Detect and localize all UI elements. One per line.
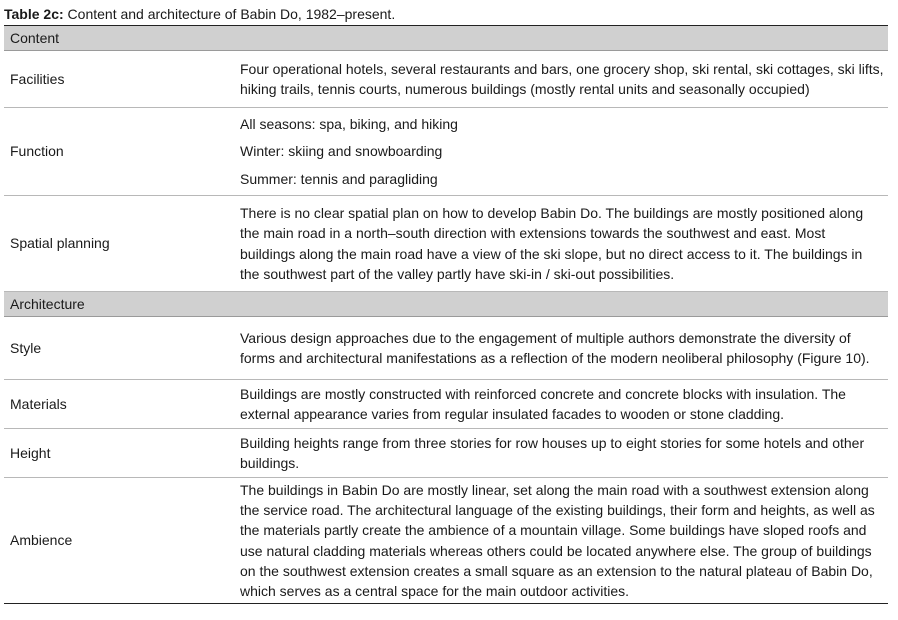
table-row-style xyxy=(4,317,888,380)
row-label-materials: Materials xyxy=(10,395,67,412)
row-label-style: Style xyxy=(10,339,42,356)
table-row-materials xyxy=(4,380,888,429)
caption-label: Table 2c: xyxy=(4,6,64,22)
materials-text: Buildings are mostly constructed with reinforced concrete and concrete blocks with insulation. The external appearance varies from regular insulated facades to wooden or stone cladding. xyxy=(240,385,846,422)
row-label-ambience: Ambience xyxy=(10,532,73,549)
row-label-facilities: Facilities xyxy=(10,70,65,87)
height-text: Building heights range from three stories for row houses up to eight stories for some hotels and other buildings. xyxy=(240,434,865,471)
table-row-spatial-planning xyxy=(4,196,888,292)
row-label-function: Function xyxy=(10,143,64,160)
row-value-style xyxy=(240,317,888,379)
table-caption xyxy=(4,6,395,22)
row-value-ambience xyxy=(240,478,888,603)
function-line-winter: Winter: skiing and snowboarding xyxy=(240,143,443,160)
table-row-ambience xyxy=(4,478,888,603)
row-value-height xyxy=(240,429,888,477)
ambience-text: The buildings in Babin Do are mostly linear, set along the main road with a southwest extension along the service road. The architectural language of the existing buildings, their form and heights, as well as the materials partly create the ambience of a mountain village. Some buildings have sloped roofs and use natural cladding materials whereas others could be located anywhere else. The group of buildings on the southwest extension creates a small square as an extension to the natural plateau of Babin Do, which serves as a central space for the main outdoor activities. xyxy=(240,481,875,599)
style-text: Various design approaches due to the engagement of multiple authors demonstrate the diversity of forms and architectural manifestations as a reflection of the modern neoliberal philosophy (Figure 10). xyxy=(240,329,870,366)
row-label-height: Height xyxy=(10,444,51,461)
table-row-height xyxy=(4,429,888,478)
spatial-planning-text: There is no clear spatial plan on how to develop Babin Do. The buildings are mostly positioned along the main road in a north–south direction with extensions towards the southwest and east. Most buildings along the main road have a view of the ski slope, but no direct access to it. The buildings in the southwest part of the valley partly have ski-in / ski-out possibilities. xyxy=(240,205,864,282)
facilities-text: Four operational hotels, several restaurants and bars, one grocery shop, ski rental, ski cottages, ski lifts, hiking trails, tennis courts, numerous buildings (mostly rental units and seasonally occupied) xyxy=(240,60,884,97)
function-line-summer: Summer: tennis and paragliding xyxy=(240,170,438,187)
row-label-spatial-planning: Spatial planning xyxy=(10,235,110,252)
table-row-function xyxy=(4,108,888,196)
function-line-all-seasons: All seasons: spa, biking, and hiking xyxy=(240,116,458,132)
row-value-spatial-planning xyxy=(240,196,888,291)
row-value-function xyxy=(240,108,888,195)
table-row-facilities xyxy=(4,51,888,108)
content-architecture-table xyxy=(4,25,888,604)
section-header-content: Content xyxy=(4,26,888,51)
row-value-materials xyxy=(240,380,888,428)
row-value-facilities xyxy=(240,51,888,107)
section-header-architecture: Architecture xyxy=(4,292,888,317)
caption-text: Content and architecture of Babin Do, 1982–present. xyxy=(63,6,396,22)
